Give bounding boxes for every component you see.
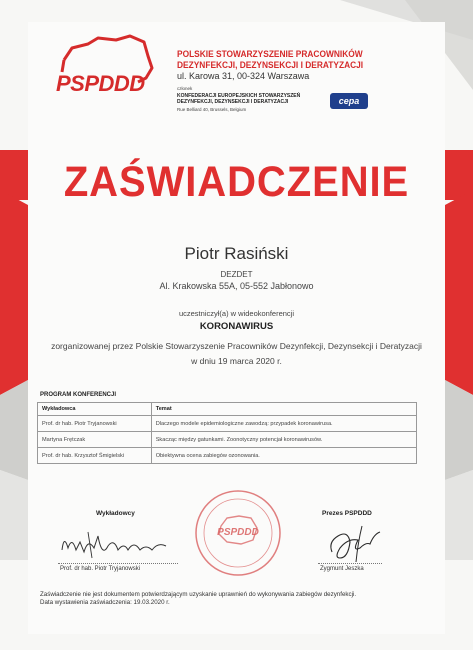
member-label: członek (177, 86, 193, 91)
program-label: PROGRAM KONFERENCJI (40, 392, 117, 398)
event-date: w dniu 19 marca 2020 r. (191, 356, 282, 366)
recipient-name: Piotr Rasiński (184, 244, 289, 263)
lecturers-label: Wykładowcy (96, 510, 135, 517)
right-signer-name: Zygmunt Jeszka (320, 566, 364, 572)
organized-text: zorganizowanej przez Polskie Stowarzyszenie Pracowników Dezynfekcji, Dezynsekcji i Deratyzacji (51, 341, 422, 351)
right-signature (318, 522, 398, 564)
program-table (37, 402, 417, 464)
header-topic: Temat (151, 403, 416, 416)
member-org-name: KONFEDERACJI EUROPEJSKICH STOWARZYSZEŃ DEZYNFEKCJI, DEZYNSEKCJI I DERATYZACJI (177, 93, 301, 105)
topic-cell: Obiektywna ocena zabiegów ozonowania. (151, 448, 416, 464)
member-address: Rue Belliard 40, Brussels, Belgium (177, 107, 247, 112)
lecturer-cell: Prof. dr hab. Piotr Tryjanowski (38, 416, 152, 432)
left-signature-line (58, 563, 178, 564)
footer-note: Zaświadczenie nie jest dokumentem potwierdzającym uzyskanie uprawnień do wykonywania zabiegów dezynfekcji. Data wystawienia zaświadczenia: 19.03.2020 r. (40, 591, 357, 606)
org-address: ul. Karowa 31, 00-324 Warszawa (177, 71, 310, 81)
official-stamp (193, 488, 283, 578)
lecturer-cell: Prof. dr hab. Krzysztof Śmigielski (38, 448, 152, 464)
table-row (38, 432, 417, 448)
org-name: POLSKIE STOWARZYSZENIE PRACOWNIKÓW DEZYNFEKCJI, DEZYNSEKCJI I DERATYZACJI (177, 49, 364, 71)
topic-cell: Dlaczego modele epidemiologiczne zawodzą: przypadek koronawirusa. (151, 416, 416, 432)
right-signature-line (318, 563, 382, 564)
event-name: KORONAWIRUS (199, 321, 274, 332)
logo-text: PSPDDD (56, 71, 145, 96)
lecturer-cell: Martyna Frętczak (38, 432, 152, 448)
cepa-logo: cepa (330, 93, 368, 109)
table-row (38, 416, 417, 432)
table-header-row (38, 403, 417, 416)
certificate-title: ZAŚWIADCZENIE (63, 158, 410, 206)
left-signer-name: Prof. dr hab. Piotr Tryjanowski (60, 566, 141, 572)
left-signature (58, 528, 178, 562)
topic-cell: Skacząc między gatunkami. Zoonotyczny potencjał koronawirusów. (151, 432, 416, 448)
company-name: DEZDET (220, 270, 253, 279)
president-label: Prezes PSPDDD (322, 510, 372, 517)
header-lecturer: Wykładowca (38, 403, 152, 416)
participated-text: uczestniczył(a) w wideokonferencji (178, 309, 295, 318)
table-row (38, 448, 417, 464)
company-address: Al. Krakowska 55A, 05-552 Jabłonowo (159, 281, 314, 291)
stamp-text: PSPDDD (217, 527, 259, 538)
